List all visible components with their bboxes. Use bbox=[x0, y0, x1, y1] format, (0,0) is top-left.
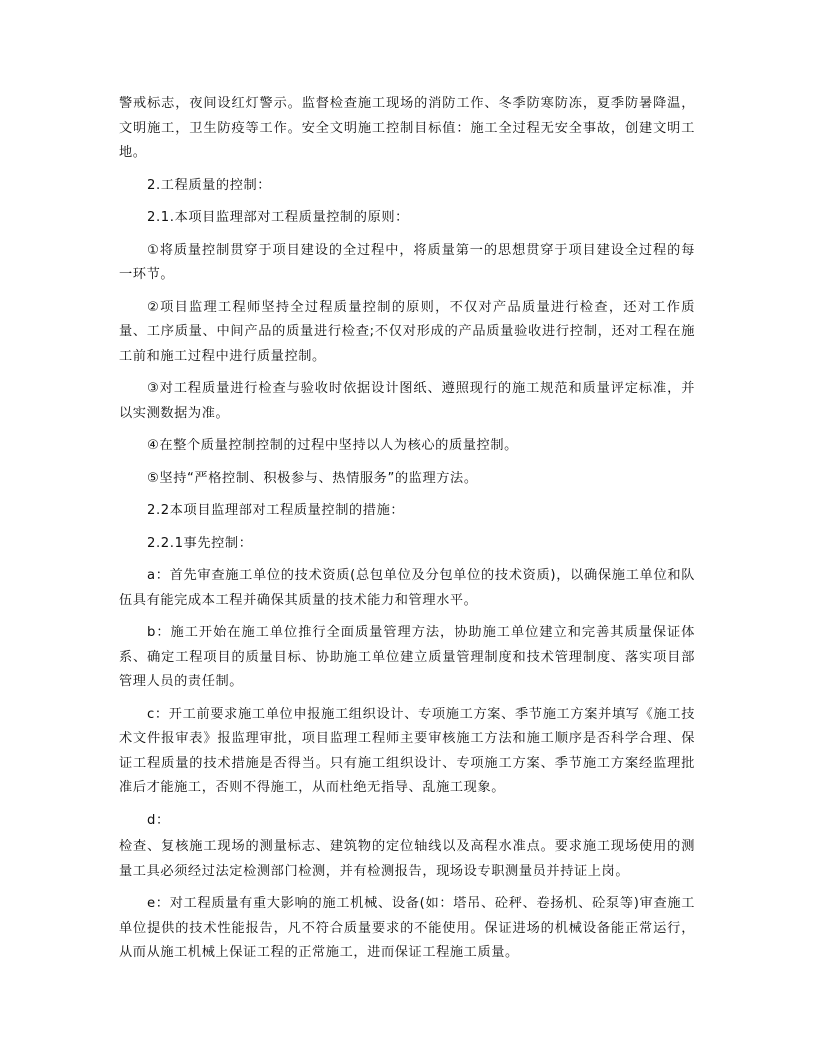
principle-1: ①将质量控制贯穿于项目建设的全过程中，将质量第一的思想贯穿于项目建设全过程的每一环节。 bbox=[119, 242, 695, 282]
principle-4: ④在整个质量控制控制的过程中坚持以人为核心的质量控制。 bbox=[147, 438, 518, 453]
measure-e: e：对工程质量有重大影响的施工机械、设备(如：塔吊、砼秤、卷扬机、砼泵等)审查施工单位提供的技术性能报告，凡不符合质量要求的不能使用。保证进场的机械设备能正常运行，从而从施工机械上保证工程的正常施工，进而保证工程施工质量。 bbox=[119, 896, 695, 960]
measure-b: b：施工开始在施工单位推行全面质量管理方法，协助施工单位建立和完善其质量保证体系、确定工程项目的质量目标、协助施工单位建立质量管理制度和技术管理制度、落实项目部管理人员的责任制。 bbox=[119, 625, 695, 689]
principle-3: ③对工程质量进行检查与验收时依据设计图纸、遵照现行的施工规范和质量评定标准，并以实测数据为准。 bbox=[119, 381, 695, 421]
measure-d-label: d： bbox=[147, 812, 170, 828]
measure-c: c：开工前要求施工单位申报施工组织设计、专项施工方案、季节施工方案并填写《施工技术文件报审表》报监理审批，项目监理工程师主要审核施工方法和施工顺序是否科学合理、保证工程质量的技术措施是否得当。只有施工组织设计、专项施工方案、季节施工方案经监理批准后才能施工，否则不得施工，从而杜绝无指导、乱施工现象。 bbox=[119, 706, 695, 795]
heading-prior-control: 2.2.1事先控制： bbox=[147, 535, 253, 551]
heading-quality-principles: 2.1.本项目监理部对工程质量控制的原则： bbox=[147, 210, 409, 225]
document-page bbox=[119, 92, 695, 974]
measure-a: a：首先审查施工单位的技术资质(总包单位及分包单位的技术资质)，以确保施工单位和队伍具有能完成本工程并确保其质量的技术能力和管理水平。 bbox=[119, 568, 695, 608]
measure-d-body: 检查、复核施工现场的测量标志、建筑物的定位轴线以及高程水准点。要求施工现场使用的测量工具必须经过法定检测部门检测，并有检测报告，现场设专职测量员并持证上岗。 bbox=[119, 839, 695, 879]
paragraph-safety-tail: 警戒标志，夜间设红灯警示。监督检查施工现场的消防工作、冬季防寒防冻，夏季防暑降温，文明施工，卫生防疫等工作。安全文明施工控制目标值：施工全过程无安全事故，创建文明工地。 bbox=[119, 96, 695, 160]
principle-2: ②项目监理工程师坚持全过程质量控制的原则，不仅对产品质量进行检查，还对工作质量、工序质量、中间产品的质量进行检查;不仅对形成的产品质量验收进行控制，还对工程在施工前和施工过程中进行质量控制。 bbox=[119, 299, 695, 364]
heading-quality-measures: 2.2本项目监理部对工程质量控制的措施： bbox=[147, 503, 405, 518]
principle-5: ⑤坚持“严格控制、积极参与、热情服务”的监理方法。 bbox=[147, 470, 478, 486]
heading-quality-control: 2.工程质量的控制： bbox=[147, 177, 272, 193]
